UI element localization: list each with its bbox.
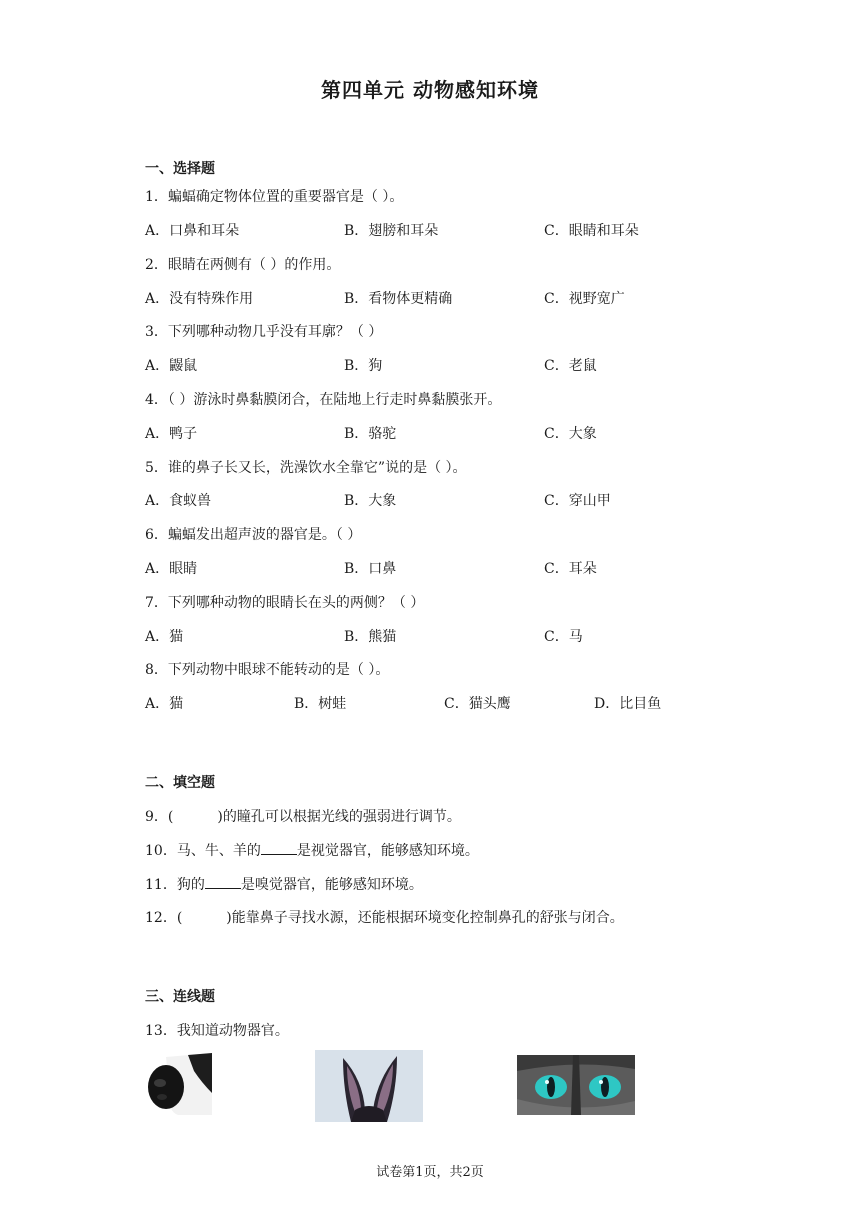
option-b: B．看物体更精确: [344, 291, 453, 307]
option-c: C．老鼠: [544, 358, 597, 374]
answer-blank[interactable]: [205, 876, 241, 889]
option-a: A．猫: [145, 629, 184, 645]
question-5: 5．谁的鼻子长又长，洗澡饮水全靠它”说的是（ ）。: [145, 460, 467, 476]
question-6: 6．蝙蝠发出超声波的器官是。（ ）: [145, 527, 362, 543]
option-c: C．大象: [544, 426, 597, 442]
options-5: [145, 490, 765, 510]
option-c: C．眼睛和耳朵: [544, 223, 639, 239]
option-a: A．没有特殊作用: [145, 291, 254, 307]
option-a: A．鼹鼠: [145, 358, 198, 374]
option-a: A．眼睛: [145, 561, 198, 577]
option-b: B．口鼻: [344, 561, 397, 577]
section-match-heading: 三、连线题: [145, 989, 215, 1005]
question-2: 2．眼睛在两侧有（ ）的作用。: [145, 257, 341, 273]
option-a: A．猫: [145, 696, 184, 712]
option-a: A．食蚁兽: [145, 493, 212, 509]
options-2: [145, 288, 765, 308]
options-6: [145, 558, 765, 578]
option-b: B．熊猫: [344, 629, 397, 645]
option-b: B．大象: [344, 493, 397, 509]
options-4: [145, 423, 765, 443]
section-choice-heading: 一、选择题: [145, 161, 215, 177]
question-3: 3．下列哪种动物几乎没有耳廓？（ ）: [145, 324, 383, 340]
question-13: 13．我知道动物器官。: [145, 1023, 289, 1039]
page-title: 第四单元 动物感知环境: [321, 78, 539, 102]
option-a: A．鸭子: [145, 426, 198, 442]
option-b: B．骆驼: [344, 426, 397, 442]
question-1: 1．蝙蝠确定物体位置的重要器官是（ ）。: [145, 189, 404, 205]
answer-blank[interactable]: [261, 842, 297, 855]
options-1: [145, 220, 765, 240]
section-fill-heading: 二、填空题: [145, 775, 215, 791]
options-8: [145, 693, 765, 713]
question-12: 12．( )能靠鼻子寻找水源，还能根据环境变化控制鼻孔的舒张与闭合。: [145, 910, 624, 926]
question-7: 7．下列哪种动物的眼睛长在头的两侧？（ ）: [145, 595, 425, 611]
option-b: B．狗: [344, 358, 383, 374]
options-7: [145, 626, 765, 646]
option-c: C．穿山甲: [544, 493, 611, 509]
option-b: B．翅膀和耳朵: [344, 223, 439, 239]
options-3: [145, 355, 765, 375]
option-a: A．口鼻和耳朵: [145, 223, 240, 239]
option-c: C．猫头鹰: [444, 696, 511, 712]
option-c: C．马: [544, 629, 583, 645]
question-11: 11．狗的 是嗅觉器官，能够感知环境。: [145, 877, 423, 893]
option-d: D．比目鱼: [594, 696, 662, 712]
rabbit-ears-image: [315, 1050, 423, 1122]
question-9: 9．( )的瞳孔可以根据光线的强弱进行调节。: [145, 809, 461, 825]
dog-nose-image: [148, 1053, 212, 1115]
option-c: C．视野宽广: [544, 291, 625, 307]
option-c: C．耳朵: [544, 561, 597, 577]
question-10: 10．马、牛、羊的 是视觉器官，能够感知环境。: [145, 843, 479, 859]
question-4: 4．（ ）游泳时鼻黏膜闭合，在陆地上行走时鼻黏膜张开。: [145, 392, 502, 408]
question-8: 8．下列动物中眼球不能转动的是（ ）。: [145, 662, 390, 678]
page-footer: 试卷第1页，共2页: [376, 1165, 484, 1180]
option-b: B．树蛙: [294, 696, 347, 712]
cat-eyes-image: [517, 1055, 635, 1115]
